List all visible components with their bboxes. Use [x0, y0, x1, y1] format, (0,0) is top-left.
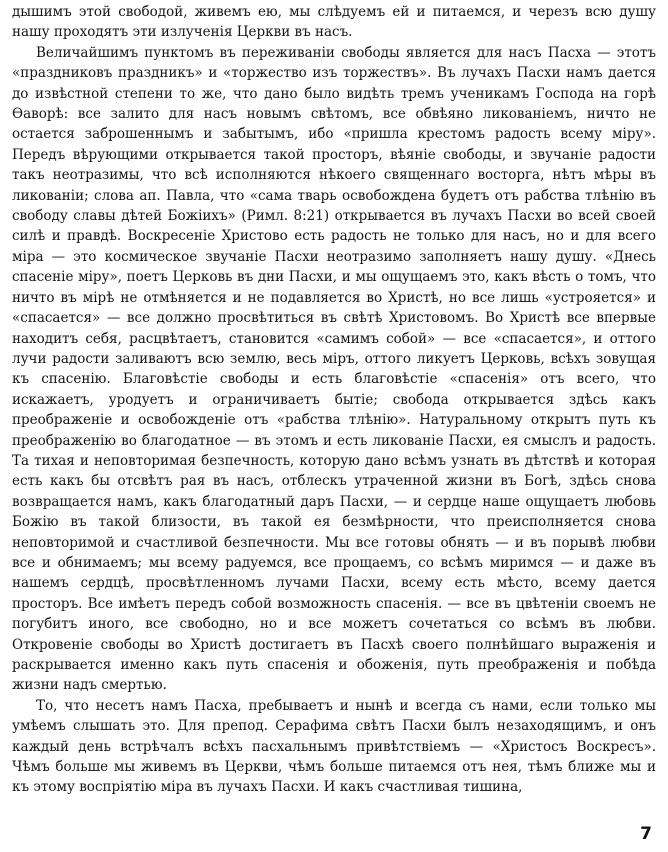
body-text: [12, 2, 656, 798]
page-number: 7: [640, 824, 652, 844]
paragraph-seraphim: То, что несетъ намъ Пасха, пребываетъ и нынѣ и всегда съ нами, если только мы умѣемъ слышать это. Для препод. Серафима свѣтъ Пасхи былъ незаходящимъ, и онъ каждый день встрѣчалъ всѣхъ пасхальнымъ привѣтствіемъ — «Христосъ Воскресъ». Чѣмъ больше мы живемъ въ Церкви, чѣмъ больше питаемся отъ нея, тѣмъ ближе мы и къ этому воспріятію міра въ лучахъ Пасхи. И какъ счастливая тишина,: [12, 697, 656, 796]
paragraph-continuation: дышимъ этой свободой, живемъ ею, мы слѣдуемъ ей и питаемся, и черезъ всю душу нашу проходятъ эти излученія Церкви въ насъ.: [12, 4, 656, 41]
paragraph-easter-freedom: Величайшимъ пунктомъ въ переживаніи свободы является для насъ Пасха — этотъ «праздниковъ праздникъ» и «торжество изъ торжествъ». Въ лучахъ Пасхи намъ дается до извѣстной степени то же, что дано было видѣть тремъ ученикамъ Господа на горѣ Ѳаворѣ: все залито для насъ новымъ свѣтомъ, все обвѣяно ликованіемъ, ничто не остается заброшеннымъ и забытымъ, ибо «пришла крестомъ радость всему міру». Передъ вѣрующими открывается такой просторъ, вѣяніе свободы, и звучаніе радости такъ неотразимы, что всѣ исполняются нѣкоего священнаго восторга, нѣтъ мѣры въ ликованіи; слова ап. Павла, что «сама тварь освобождена будетъ отъ рабства тлѣнію въ свободу славы дѣтей Божіихъ» (Римл. 8:21) открывается въ лучахъ Пасхи во всей своей силѣ и правдѣ. Воскресеніе Христово есть радость не только для насъ, но и для всего міра — это космическое звучаніе Пасхи неотразимо заполняетъ нашу душу. «Днесь спасеніе міру», поетъ Церковь въ дни Пасхи, и мы ощущаемъ это, какъ вѣсть о томъ, что ничто въ мірѣ не отмѣняется и не подавляется во Христѣ, но все лишь «устрояется» и «спасается» — все должно просвѣтиться въ свѣтѣ Христовомъ. Во Христѣ все впервые находитъ себя, расцвѣтаетъ, становится «самимъ собой» — все «спасается», и оттого лучи радости заливаютъ всю землю, весь міръ, оттого ликуетъ Церковь, всѣхъ зовущая къ спасенію. Благовѣстіе свободы и есть благовѣстіе «спасенія» отъ всего, что искажаетъ, уродуетъ и ограничиваетъ бытіе; свобода открывается здѣсь какъ преображеніе и освобожденіе отъ «рабства тлѣнію». Натуральному открытъ путь къ преображенію во благодатное — въ этомъ и есть ликованіе Пасхи, ея смыслъ и радость. Та тихая и неповторимая безпечность, которую дано всѣмъ узнать въ дѣтствѣ и которая есть какъ бы отсвѣтъ рая въ насъ, отблескъ утраченной жизни въ Богѣ, здѣсь снова возвращается намъ, какъ благодатный даръ Пасхи, — и сердце наше ощущаетъ любовь Божію въ такой близости, въ такой ея безмѣрности, что преисполняется снова неповторимой и счастливой безпечности. Мы все готовы обнять — и въ порывѣ любви все и обнимаемъ; мы всему радуемся, все прощаемъ, со всѣмъ миримся — и даже въ нашемъ сердцѣ, просвѣтленномъ лучами Пасхи, всему есть мѣсто, всему дается просторъ. Все имѣетъ передъ собой возможность спасенія. — все въ цвѣтеніи своемъ не погубитъ иного, все свободно, но и все можетъ сочетаться со всѣмъ въ любви. Откровеніе свободы во Христѣ достигаетъ въ Пасхѣ своего полнѣйшаго выраженія и раскрывается именно какъ путь спасенія и обоженія, путь преображенія и побѣда жизни надъ смертью.: [12, 44, 656, 694]
